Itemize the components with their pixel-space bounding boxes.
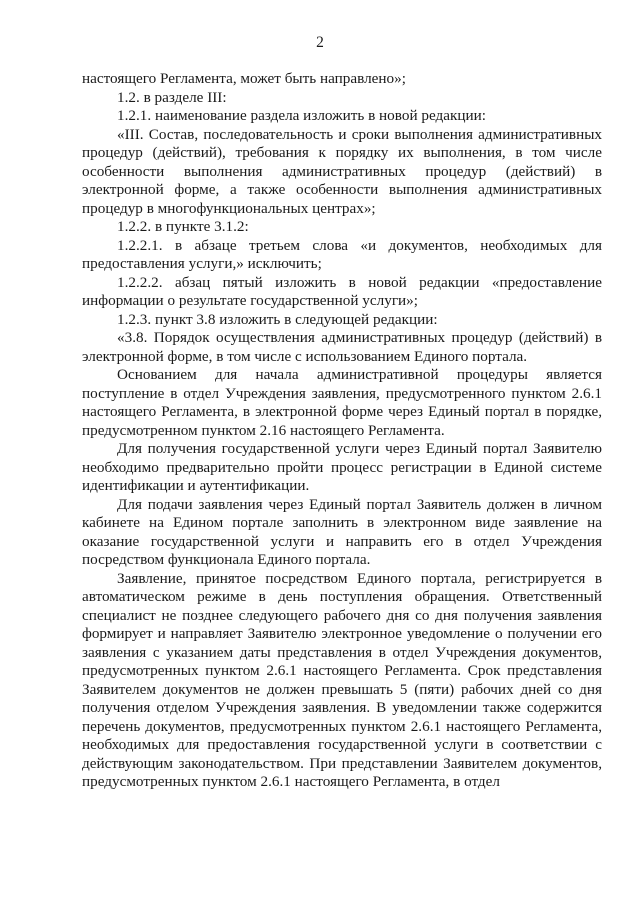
- paragraph-registration: Для получения государственной услуги через Единый портал Заявителю необходимо предварительно пройти процесс регистрации в Единой системе идентификации и аутентификации.: [82, 440, 602, 494]
- paragraph-continuation: настоящего Регламента, может быть направлено»;: [82, 70, 406, 87]
- paragraph-item-1-2-2: 1.2.2. в пункте 3.1.2:: [117, 218, 249, 235]
- paragraph-item-1-2: 1.2. в разделе III:: [117, 88, 227, 106]
- document-body: [82, 70, 602, 792]
- paragraph-application-processing: Заявление, принятое посредством Единого портала, регистрируется в автоматическом режиме в день поступления обращения. Ответственный специалист не позднее следующего рабочего дня со дня получения заявления формирует и направляет Заявителю электронное уведомление о получении его заявления с указанием даты представления в отдел Учреждения документов, предусмотренных пунктом 2.6.1 настоящего Регламента. Срок представления Заявителем документов не должен превышать 5 (пяти) рабочих дней со дня получения отделом Учреждения заявления. В уведомлении также содержится перечень документов, предусмотренных пунктом 2.6.1 настоящего Регламента, необходимых для предоставления государственной услуги в соответствии с действующим законодательством. При представлении Заявителем документов, предусмотренных пунктом 2.6.1 настоящего Регламента, в отдел: [82, 569, 602, 790]
- paragraph-basis: Основанием для начала административной процедуры является поступление в отдел Учреждения заявления, предусмотренного пунктом 2.6.1 настоящего Регламента, в электронной форме через Единый портал в порядке, предусмотренном пунктом 2.16 настоящего Регламента.: [82, 366, 602, 439]
- paragraph-item-1-2-1: 1.2.1. наименование раздела изложить в новой редакции:: [117, 107, 486, 124]
- paragraph-item-1-2-3: 1.2.3. пункт 3.8 изложить в следующей редакции:: [117, 310, 438, 328]
- paragraph-clause-3-8: «3.8. Порядок осуществления административных процедур (действий) в электронной форме, в том числе с использованием Единого портала.: [82, 329, 602, 365]
- paragraph-item-1-2-2-1: 1.2.2.1. в абзаце третьем слова «и документов, необходимых для предоставления услуги,» исключить;: [82, 236, 602, 272]
- page-number: 2: [316, 34, 324, 51]
- paragraph-item-1-2-2-2: 1.2.2.2. абзац пятый изложить в новой редакции «предоставление информации о результате государственной услуги»;: [82, 273, 602, 309]
- paragraph-submission: Для подачи заявления через Единый портал Заявитель должен в личном кабинете на Едином портале заполнить в электронном виде заявление на оказание государственной услуги и направить его в отдел Учреждения посредством функционала Единого портала.: [82, 495, 602, 568]
- paragraph-section-title-quote: «III. Состав, последовательность и сроки выполнения административных процедур (действий), требования к порядку их выполнения, в том числе особенности выполнения административных процедур (действий) в электронной форме, а также особенности выполнения административных процедур в многофункциональных центрах»;: [82, 125, 602, 217]
